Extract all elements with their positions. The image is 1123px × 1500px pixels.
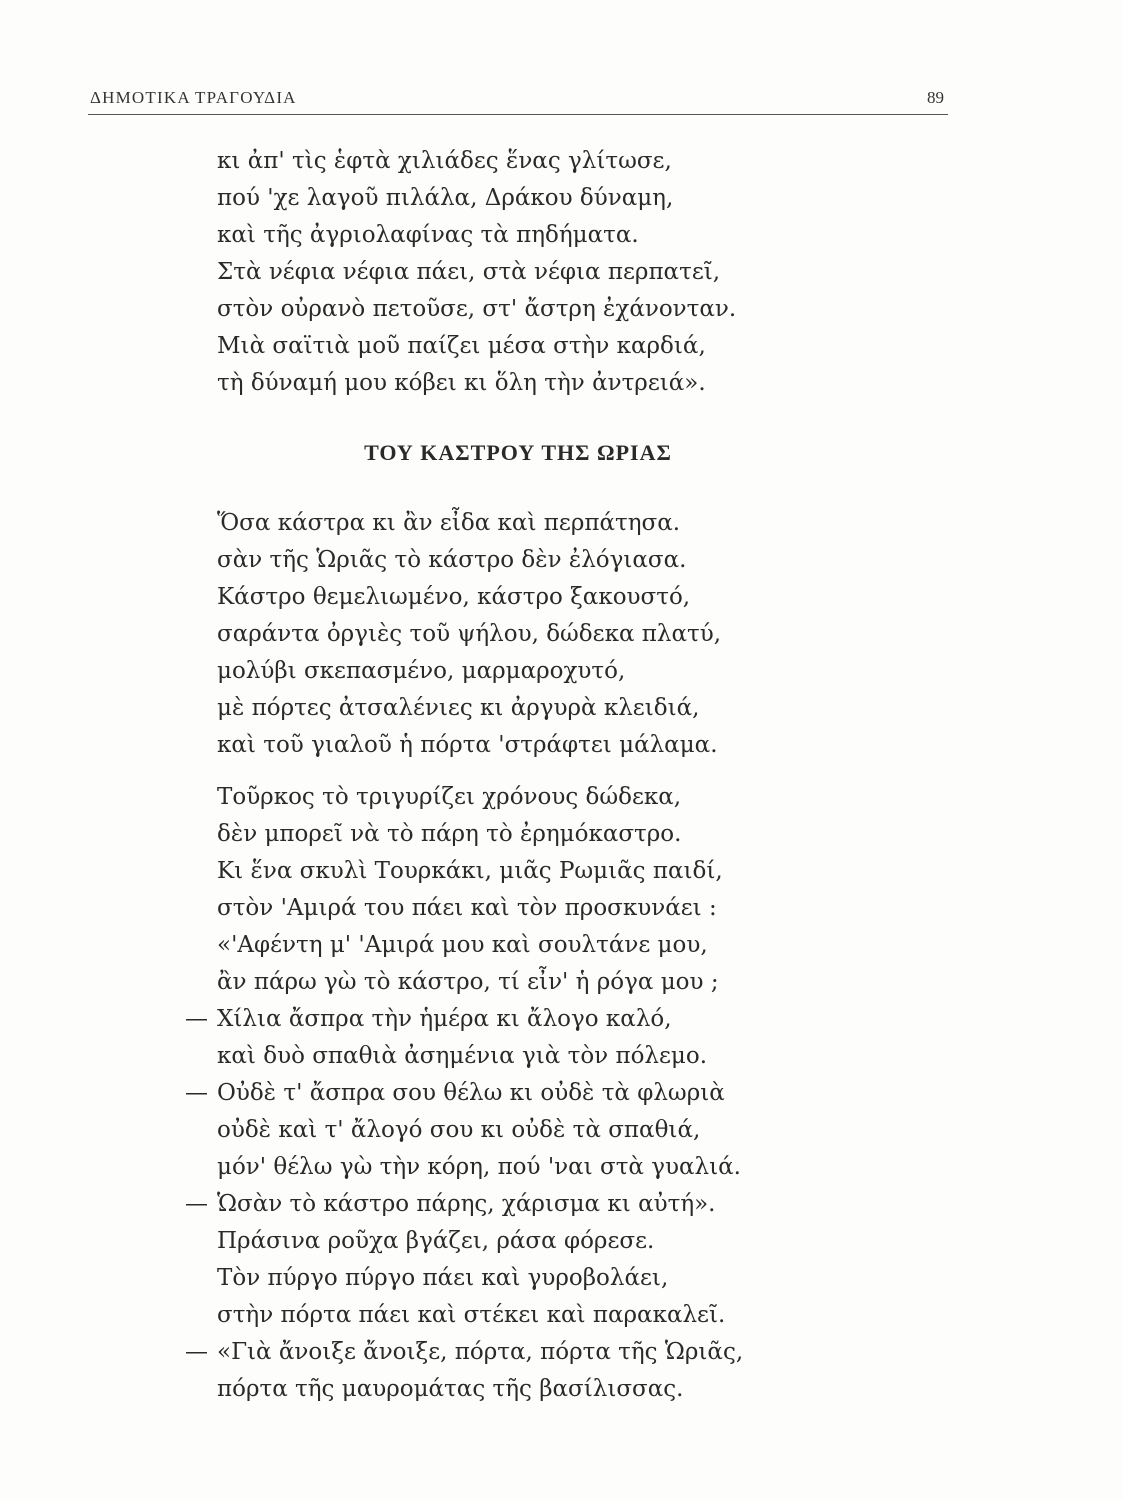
verse-text: Κι ἕνα σκυλὶ Τουρκάκι, μιᾶς Ρωμιᾶς παιδί,: [217, 858, 723, 884]
stanza-4: [185, 1223, 937, 1408]
verse-text: πόρτα τῆς μαυρομάτας τῆς βασίλισσας.: [217, 1376, 684, 1402]
verse-line: Ὅσα κάστρα κι ἂν εἶδα καὶ περπάτησα.: [217, 510, 681, 536]
verse-line: [217, 890, 937, 927]
verse-line: στὸν οὐρανὸ πετοῦσε, στ' ἄστρη ἐχάνονταν.: [217, 296, 737, 322]
page-number: 89: [927, 88, 944, 107]
verse-line: [217, 1371, 937, 1408]
verse-text: μόν' θέλω γὼ τὴν κόρη, πού 'ναι στὰ γυαλιά.: [217, 1154, 741, 1180]
running-header: [88, 84, 948, 115]
dialogue-dash: —: [185, 1080, 208, 1106]
dialogue-dash: —: [185, 1339, 208, 1365]
verse-line: κι ἀπ' τὶς ἑφτὰ χιλιάδες ἕνας γλίτωσε,: [217, 148, 672, 174]
verse-line: [217, 1149, 937, 1186]
song-title: ΤΟΥ ΚΑΣΤΡΟΥ ΤΗΣ ΩΡΙΑΣ: [364, 440, 672, 465]
verse-text: «Γιὰ ἄνοιξε ἄνοιξε, πόρτα, πόρτα τῆς Ὡριᾶς,: [217, 1339, 744, 1365]
verse-line: καὶ τοῦ γιαλοῦ ἡ πόρτα 'στράφτει μάλαμα.: [217, 732, 718, 758]
verse-text: Χίλια ἄσπρα τὴν ἡμέρα κι ἄλογο καλό,: [217, 1006, 672, 1032]
stanza-3: [185, 779, 937, 1223]
verse-line: Στὰ νέφια νέφια πάει, στὰ νέφια περπατεῖ,: [217, 259, 721, 285]
verse-line: [217, 927, 937, 964]
verse-text: Τοῦρκος τὸ τριγυρίζει χρόνους δώδεκα,: [217, 784, 682, 810]
verse-line: μολύβι σκεπασμένο, μαρμαροχυτό,: [217, 658, 626, 684]
verse-text: Πράσινα ροῦχα βγάζει, ράσα φόρεσε.: [217, 1228, 655, 1254]
verse-text: «'Αφέντη μ' 'Αμιρά μου καὶ σουλτάνε μου,: [217, 932, 708, 958]
verse-line: [217, 1297, 937, 1334]
stanza-1: [217, 143, 937, 402]
header-title: ΔΗΜΟΤΙΚΑ ΤΡΑΓΟΥΔΙΑ: [90, 88, 297, 107]
verse-line: σὰν τῆς Ὡριᾶς τὸ κάστρο δὲν ἐλόγιασα.: [217, 547, 687, 573]
dialogue-dash: —: [185, 1006, 208, 1032]
verse-line: [217, 1112, 937, 1149]
verse-line: Κάστρο θεμελιωμένο, κάστρο ξακουστό,: [217, 584, 691, 610]
verse-text: Τὸν πύργο πύργο πάει καὶ γυροβολάει,: [217, 1265, 669, 1291]
verse-line: [217, 964, 937, 1001]
verse-text: στὴν πόρτα πάει καὶ στέκει καὶ παρακαλεῖ.: [217, 1302, 726, 1328]
verse-text: ἂν πάρω γὼ τὸ κάστρο, τί εἶν' ἡ ρόγα μου ;: [217, 969, 719, 995]
verse-line: [185, 1075, 937, 1112]
verse-line: [217, 853, 937, 890]
verse-line: σαράντα ὀργιὲς τοῦ ψήλου, δώδεκα πλατύ,: [217, 621, 722, 647]
verse-line: [217, 779, 937, 816]
verse-line: πού 'χε λαγοῦ πιλάλα, Δράκου δύναμη,: [217, 185, 674, 211]
verse-line: [217, 1260, 937, 1297]
dialogue-dash: —: [185, 1191, 208, 1217]
verse-line: [185, 1186, 937, 1223]
verse-text: Οὐδὲ τ' ἄσπρα σου θέλω κι οὐδὲ τὰ φλωριὰ: [217, 1080, 725, 1106]
verse-line: [217, 816, 937, 853]
verse-text: στὸν 'Αμιρά του πάει καὶ τὸν προσκυνάει :: [217, 895, 717, 921]
verse-line: μὲ πόρτες ἀτσαλένιες κι ἀργυρὰ κλειδιά,: [217, 695, 700, 721]
verse-line: [217, 1038, 937, 1075]
verse-line: [185, 1001, 937, 1038]
verse-text: οὐδὲ καὶ τ' ἄλογό σου κι οὐδὲ τὰ σπαθιά,: [217, 1117, 701, 1143]
verse-line: Μιὰ σαϊτιὰ μοῦ παίζει μέσα στὴν καρδιά,: [217, 333, 706, 359]
stanza-2: [217, 505, 937, 764]
verse-line: [217, 1223, 937, 1260]
verse-line: τὴ δύναμή μου κόβει κι ὅλη τὴν ἀντρειά».: [217, 370, 706, 396]
verse-text: δὲν μπορεῖ νὰ τὸ πάρη τὸ ἐρημόκαστρο.: [217, 821, 682, 847]
verse-text: καὶ δυὸ σπαθιὰ ἀσημένια γιὰ τὸν πόλεμο.: [217, 1043, 708, 1069]
verse-line: [185, 1334, 937, 1371]
verse-text: Ὡσὰν τὸ κάστρο πάρης, χάρισμα κι αὐτή».: [217, 1191, 716, 1217]
verse-line: καὶ τῆς ἀγριολαφίνας τὰ πηδήματα.: [217, 222, 639, 248]
